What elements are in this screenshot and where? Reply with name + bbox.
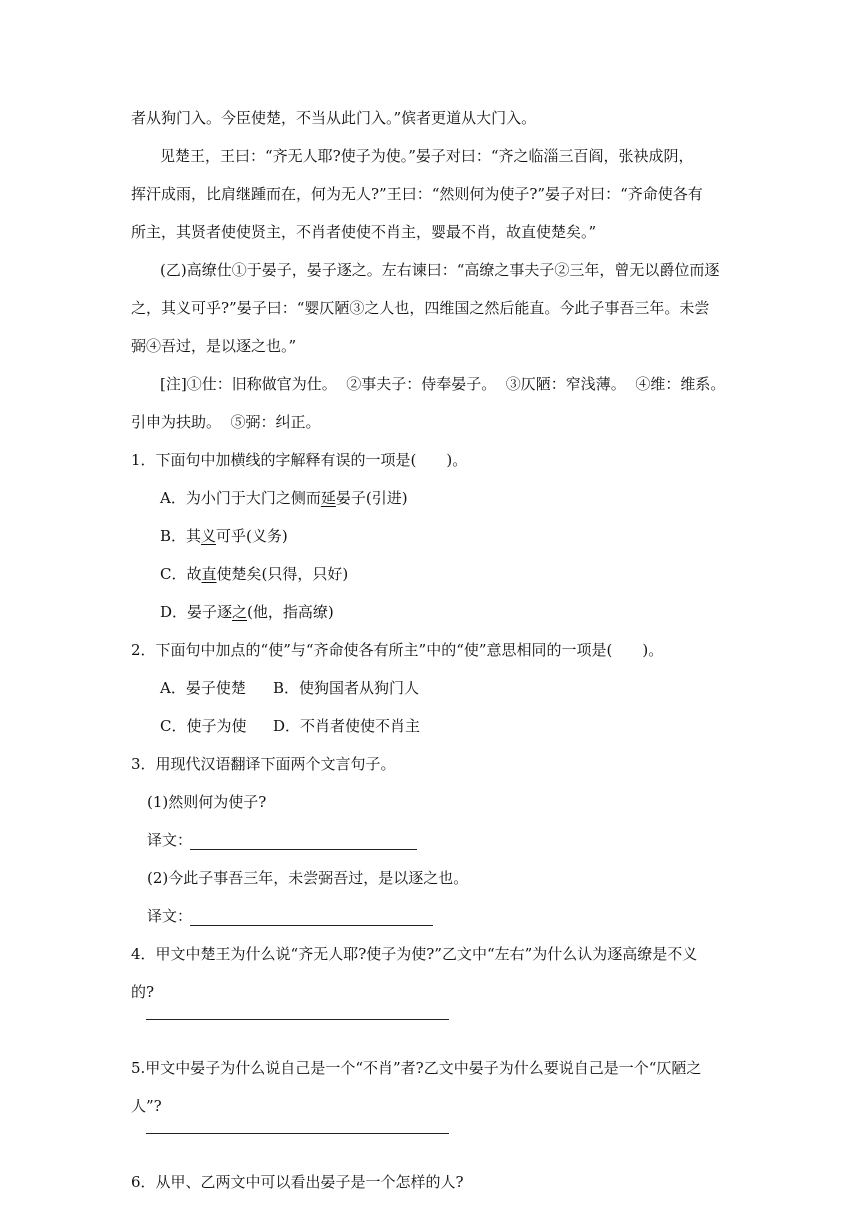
translation-label-2: 译文： — [147, 907, 193, 925]
answer-line[interactable] — [146, 1019, 449, 1020]
question-1-stem: 1．下面句中加横线的字解释有误的一项是( )。 — [131, 451, 468, 469]
underlined-char: 义 — [201, 527, 217, 545]
underlined-char: 延 — [320, 489, 336, 507]
question-3-sentence-2: (2)今此子事吾三年，未尝弼吾过，是以逐之也。 — [147, 869, 469, 887]
question-4-line-2: 的? — [131, 983, 155, 1001]
annotation-line-1: [注]①仕：旧称做官为仕。 ②事夫子：侍奉晏子。 ③仄陋：窄浅薄。 ④维：维系。 — [160, 375, 726, 393]
question-2-option-c: C．使子为使 — [160, 717, 247, 735]
question-1-option-c: C．故直使楚矣(只得，只好) — [160, 565, 349, 583]
question-3-stem: 3．用现代汉语翻译下面两个文言句子。 — [131, 755, 396, 773]
answer-line[interactable] — [190, 925, 433, 926]
question-2-option-a: A．晏子使楚 — [160, 679, 246, 697]
question-4-line-1: 4．甲文中楚王为什么说“齐无人耶?使子为使?”乙文中“左右”为什么认为逐高缭是不义 — [131, 945, 698, 963]
question-5-line-2: 人”? — [131, 1097, 162, 1115]
underlined-char: 直 — [201, 565, 217, 583]
question-1-option-d: D．晏子逐之(他，指高缭) — [160, 603, 334, 621]
question-6-stem: 6．从甲、乙两文中可以看出晏子是一个怎样的人? — [131, 1173, 464, 1191]
passage-jia-line-2: 挥汗成雨，比肩继踵而在，何为无人?”王曰：“然则何为使子?”晏子对曰：“齐命使各有 — [131, 185, 703, 203]
question-2-stem: 2．下面句中加点的“使”与“齐命使各有所主”中的“使”意思相同的一项是( )。 — [131, 641, 664, 659]
question-2-option-d: D．不肖者使使不肖主 — [273, 717, 421, 735]
underlined-char: 之 — [232, 603, 248, 621]
passage-jia-line-1: 见楚王，王曰：“齐无人耶?使子为使。”晏子对曰：“齐之临淄三百阎，张袂成阴， — [160, 147, 694, 165]
passage-yi-line-2: 之，其义可乎?”晏子曰：“婴仄陋③之人也，四维国之然后能直。今此子事吾三年。未尝 — [131, 299, 710, 317]
question-2-option-b: B．使狗国者从狗门人 — [273, 679, 420, 697]
passage-jia-line-3: 所主，其贤者使使贤主，不肖者使使不肖主，婴最不肖，故直使楚矣。” — [131, 223, 597, 241]
translation-label-1: 译文： — [147, 831, 193, 849]
passage-jia-tail: 者从狗门入。今臣使楚，不当从此门入。”傧者更道从大门入。 — [131, 109, 537, 127]
answer-line[interactable] — [190, 849, 417, 850]
question-1-option-b: B．其义可乎(义务) — [160, 527, 288, 545]
passage-yi-line-1: (乙)高缭仕①于晏子，晏子逐之。左右谏曰：“高缭之事夫子②三年，曾无以爵位而逐 — [160, 261, 720, 279]
annotation-line-2: 引申为扶助。 ⑤弼：纠正。 — [131, 413, 321, 431]
question-5-line-1: 5.甲文中晏子为什么说自己是一个“不肖”者?乙文中晏子为什么要说自己是一个“仄陋之 — [131, 1059, 702, 1077]
answer-line[interactable] — [146, 1133, 449, 1134]
question-3-sentence-1: (1)然则何为使子? — [147, 793, 267, 811]
passage-yi-line-3: 弼④吾过，是以逐之也。” — [131, 337, 297, 355]
question-1-option-a: A．为小门于大门之侧而延晏子(引进) — [160, 489, 408, 507]
